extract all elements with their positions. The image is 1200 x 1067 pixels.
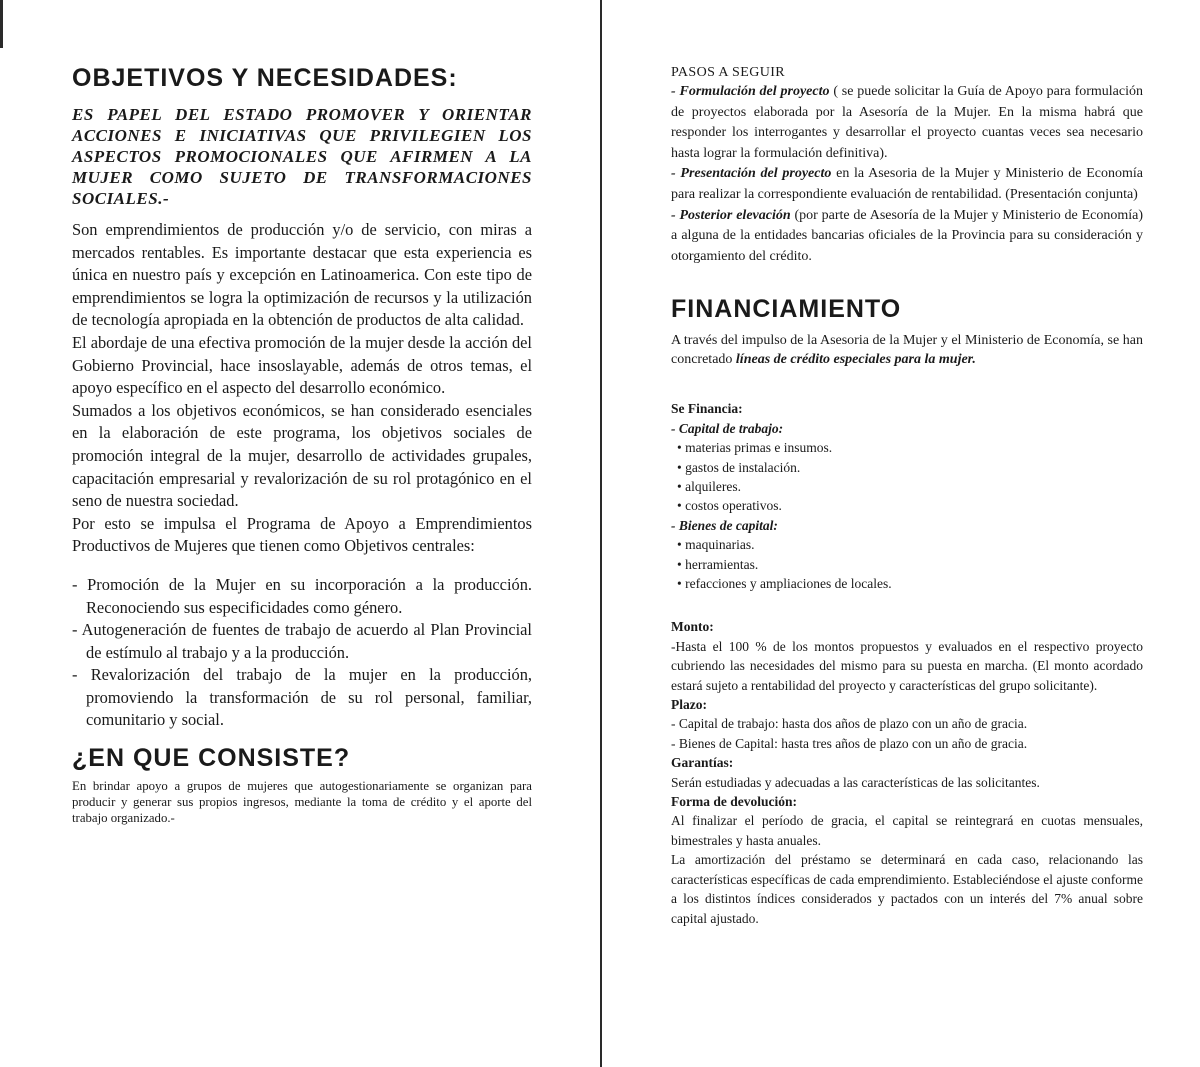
objectives-list <box>72 574 532 732</box>
financiamiento-emphasis: líneas de crédito especiales para la mujer. <box>735 352 976 368</box>
paragraph-objetivos-sociales: Sumados a los objetivos económicos, se han considerado esenciales en la elaboración de este programa, los objetivos sociales de promoción integral de la mujer, desarrollo de actividades grupales, capacitación empresarial y revalorización de su rol protagónico en el seno de nuestra sociedad. <box>72 400 532 511</box>
paragraph-programa: Por esto se impulsa el Programa de Apoyo a Emprendimientos Productivos de Mujeres que tienen como Objetivos centrales: <box>72 513 532 556</box>
step-formulacion <box>671 82 1143 164</box>
label-capital-trabajo: - Capital de trabajo: <box>671 420 784 436</box>
paragraph-devolucion-1: Al finalizar el período de gracia, el capital se reintegrará en cuotas mensuales, bimestrales y hasta anuales. <box>671 813 1143 848</box>
list-item: - Autogeneración de fuentes de trabajo de acuerdo al Plan Provincial de estímulo al trabajo y a la producción. <box>72 620 532 662</box>
list-item: • materias primas e insumos. <box>677 440 833 456</box>
step-elevacion-text: (por parte de Asesoría de la Mujer y Ministerio de Economía) a alguna de la entidades bancarias oficiales de la Provincia para su consideración y otorgamiento del crédito. <box>671 207 1143 264</box>
paragraph-abordaje: El abordaje de una efectiva promoción de la mujer desde la acción del Gobierno Provincial, hace insoslayable, además de otros temas, el apoyo específico en el aspecto del desarrollo económico. <box>72 332 532 398</box>
list-item: • maquinarias. <box>677 537 755 553</box>
list-item: • refacciones y ampliaciones de locales. <box>677 576 892 591</box>
list-item: - Revalorización del trabajo de la mujer en la producción, promoviendo la transformación de su rol personal, familiar, comunitario y social. <box>72 665 532 730</box>
right-page <box>671 64 1143 928</box>
left-page <box>72 62 532 826</box>
step-presentacion <box>671 164 1143 205</box>
step-presentacion-title: - Presentación del proyecto <box>671 166 832 182</box>
paragraph-consiste: En brindar apoyo a grupos de mujeres que autogestionariamente se organizan para producir y generar sus propios ingresos, mediante la toma de crédito y el aporte del trabajo organizado.- <box>72 779 532 826</box>
paragraph-garantias: Serán estudiadas y adecuadas a las características de las solicitantes. <box>671 774 1040 790</box>
heading-objetivos: OBJETIVOS Y NECESIDADES: <box>72 64 458 92</box>
step-formulacion-title: - Formulación del proyecto <box>671 84 830 99</box>
step-presentacion-text: en la Asesoria de la Mujer y Ministerio de Economía para realizar la correspondiente evaluación de rentabilidad. (Presentación conjunta) <box>671 166 1144 202</box>
pasos-title: PASOS A SEGUIR <box>671 65 786 80</box>
step-elevacion-title: - Posterior elevación <box>671 207 791 223</box>
step-elevacion <box>671 206 1143 268</box>
paragraph-monto: -Hasta el 100 % de los montos propuestos y evaluados en el respectivo proyecto cubriendo las necesidades del mismo para su puesta en marcha. (El monto acordado estará sujeto a rentabilidad del proyecto y características del grupo solicitante). <box>671 638 1143 693</box>
list-item: • herramientas. <box>677 556 759 572</box>
list-item: • alquileres. <box>677 478 741 494</box>
list-item: • costos operativos. <box>677 498 782 514</box>
bienes-capital-list <box>671 535 1143 593</box>
step-formulacion-text: ( se puede solicitar la Guía de Apoyo para formulación de proyectos elaborada por la Asesoría de la Mujer. En la misma habrá que responder los interrogantes y desarrollar el proyecto cuantas veces sea necesario hasta lograr la formulación definitiva). <box>671 84 1143 161</box>
intro-statement: ES PAPEL DEL ESTADO PROMOVER Y ORIENTAR ACCIONES E INICIATIVAS QUE PRIVILEGIEN LOS ASPECTOS PROMOCIONALES QUE AFIRMEN A LA MUJER COMO SUJETO DE TRANSFORMACIONES SOCIALES.- <box>72 105 532 208</box>
capital-trabajo-list <box>671 438 1143 516</box>
plazo-item: - Bienes de Capital: hasta tres años de plazo con un año de gracia. <box>671 735 1028 751</box>
label-plazo: Plazo: <box>671 697 707 713</box>
page-spine-divider <box>600 0 602 1067</box>
paragraph-financiamiento <box>671 331 1143 369</box>
heading-en-que-consiste: ¿EN QUE CONSISTE? <box>72 744 351 773</box>
paragraph-emprendimientos: Son emprendimientos de producción y/o de servicio, con miras a mercados rentables. Es importante destacar que esta experiencia es única en nuestro país y excepción en Latinoamerica. Con este tipo de emprendimientos se logra la optimización de recursos y la utilización de tecnología apropiada en la obtención de productos de alta calidad. <box>72 220 532 330</box>
plazo-item: - Capital de trabajo: hasta dos años de plazo con un año de gracia. <box>671 716 1028 732</box>
label-monto: Monto: <box>671 619 714 635</box>
label-bienes-capital: - Bienes de capital: <box>671 517 778 533</box>
label-garantias: Garantías: <box>671 755 734 771</box>
list-item: - Promoción de la Mujer en su incorporación a la producción. Reconociendo sus especificidades como género. <box>72 574 532 617</box>
financiamiento-text: A través del impulso de la Asesoria de la Mujer y el Ministerio de Economía, se han concretado <box>671 333 1143 368</box>
heading-financiamiento: FINANCIAMIENTO <box>671 295 902 324</box>
paragraph-devolucion-2: La amortización del préstamo se determinará en cada caso, relacionando las características específicas de cada emprendimiento. Estableciéndose el ajuste conforme a los distintos índices considerados y pactados con un interés del 7% anual sobre capital ajustado. <box>671 852 1143 926</box>
list-item: • gastos de instalación. <box>677 459 801 475</box>
page-edge-mark <box>0 0 3 48</box>
label-se-financia: Se Financia: <box>671 401 743 417</box>
label-forma-devolucion: Forma de devolución: <box>671 794 797 810</box>
